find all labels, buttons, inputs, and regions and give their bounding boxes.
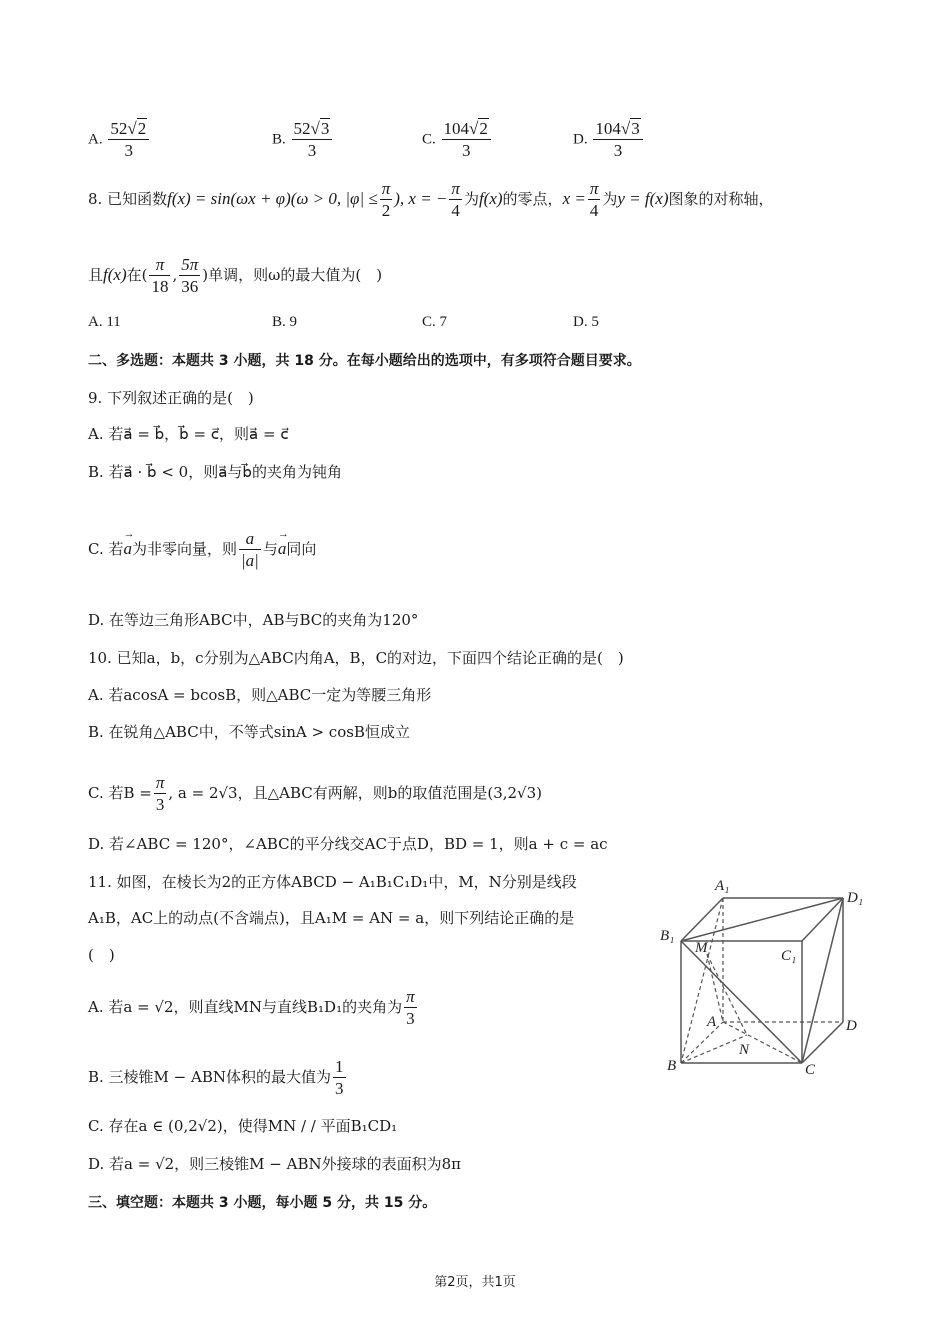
vector-a: → a (123, 540, 132, 557)
vertex-label: A (707, 1014, 717, 1030)
q9-option-a: A. 若a⃗ = b⃗，b⃗ = c⃗，则a⃗ = c⃗ (88, 425, 289, 443)
frac-den: 3 (124, 140, 134, 160)
vector-a: → a (278, 540, 287, 557)
q8-option-c: C. 7 (422, 314, 448, 330)
frac-den: 3 (155, 794, 165, 814)
vertex-label: B₁ (660, 928, 675, 944)
q11-option-d: D. 若a = √2，则三棱锥M − ABN外接球的表面积为8π (88, 1155, 462, 1173)
q9-option-d: D. 在等边三角形ABC中，AB与BC的夹角为120° (88, 611, 419, 629)
segment-bn (681, 1035, 747, 1063)
hidden-edge (681, 1022, 723, 1063)
q9-stem: 9. 下列叙述正确的是( ) (88, 389, 254, 407)
frac-num: 104 (595, 119, 621, 138)
q8-y-eq: y = f(x) (617, 188, 669, 208)
radicand: 2 (479, 119, 488, 138)
q8-text: 为 (602, 189, 618, 208)
frac-den: 18 (151, 276, 169, 296)
q8-line-2: 且f(x)在( $\frac{\pi}{18}$ , $\frac{5\pi}{36}$ )单调，则ω的最大值为( ) (88, 255, 383, 296)
q11-text: A. 若a = √2，则直线MN与直线B₁D₁的夹角为 (88, 997, 403, 1016)
option-label: D. (573, 131, 588, 148)
q9-text: 同向 (286, 539, 317, 558)
radicand: 3 (320, 119, 330, 138)
frac-den: 4 (589, 200, 599, 220)
q8-text: 的零点， (502, 189, 563, 208)
frac-num: π (406, 987, 415, 1006)
q11-option-a (88, 988, 419, 1028)
vertex-label: N (739, 1042, 750, 1058)
radicand: 2 (137, 119, 147, 138)
frac-den: 3 (613, 140, 623, 160)
q7-option-b: B. $\frac{52√3}{3}$ (272, 120, 334, 160)
frac-den: 2 (381, 200, 391, 220)
q9-option-c: C. 若→ a为非零向量，则 $\frac{a}{|a|}$ 与→ a同向 (88, 530, 316, 570)
q11-option-b (88, 1058, 348, 1098)
frac-den: 3 (406, 1008, 415, 1028)
q8-option-b: B. 9 (272, 314, 298, 330)
diagonal-d1c (802, 898, 843, 1063)
q8-text: 且 (88, 265, 104, 284)
frac-den: |a| (241, 550, 259, 570)
frac-num: a (239, 530, 261, 550)
option-label: B. (272, 131, 286, 148)
q8-option-d: D. 5 (573, 314, 599, 330)
q11-option-c: C. 存在a ∈ (0,2√2)，使得MN / / 平面B₁CD₁ (88, 1117, 398, 1135)
q11-text: B. 三棱锥M − ABN体积的最大值为 (88, 1067, 332, 1086)
q10-option-a: A. 若acosA = bcosB，则△ABC一定为等腰三角形 (88, 686, 432, 704)
q8-text: 为 (463, 189, 479, 208)
q9-option-b: B. 若a⃗ · b⃗ < 0，则a⃗与b⃗的夹角为钝角 (88, 463, 342, 481)
q8-axis-x: x = (562, 188, 586, 208)
q9-text: C. 若 (88, 539, 124, 558)
vertex-label: D₁ (847, 890, 864, 906)
frac-num: 1 (335, 1057, 344, 1076)
frac-den: 3 (307, 140, 317, 160)
q9-text: 为非零向量，则 (131, 539, 237, 558)
segment-ac (723, 1022, 802, 1063)
page-footer: 第2页，共1页 (434, 1275, 516, 1290)
vertex-label: C₁ (781, 948, 797, 964)
q10-stem: 10. 已知a，b，c分别为△ABC内角A，B，C的对边，下面四个结论正确的是( ) (88, 649, 624, 667)
section-heading-multiple-choice: 二、多选题：本题共 3 小题，共 18 分。在每小题给出的选项中，有多项符合题目要求。 (88, 353, 641, 369)
vertex-label: B (667, 1058, 677, 1074)
frac-num: π (451, 179, 460, 198)
vertex-label: D (846, 1018, 857, 1034)
q8-text: 图象的对称轴， (668, 189, 774, 208)
option-label: C. (422, 131, 436, 148)
segment-a1b (681, 898, 723, 1063)
cube-edge (802, 898, 843, 941)
frac-num: 52 (293, 119, 311, 138)
cube-edge (802, 1022, 843, 1063)
diagonal-b1d1 (681, 898, 843, 941)
segment-ma (707, 954, 723, 1022)
radicand: 3 (631, 119, 640, 138)
frac-den: 36 (181, 276, 199, 296)
q7-option-a: A. $\frac{52√2}{3}$ (88, 120, 151, 160)
vertex-label: C (805, 1062, 816, 1078)
option-label: A. (88, 131, 103, 148)
section-heading-fill-in: 三、填空题：本题共 3 小题，每小题 5 分，共 15 分。 (88, 1195, 437, 1211)
q10-option-b: B. 在锐角△ABC中，不等式sinA > cosB恒成立 (88, 723, 410, 741)
frac-num: π (381, 179, 391, 198)
frac-den: 3 (461, 140, 471, 160)
q8-fx: f(x) (478, 188, 503, 208)
frac-num: 52 (110, 119, 128, 138)
q10-option-c (88, 774, 542, 814)
q8-text: )单调，则ω的最大值为( ) (202, 265, 383, 284)
frac-den: 3 (335, 1078, 344, 1098)
q8-option-a: A. 11 (88, 314, 121, 330)
frac-den: 4 (451, 200, 460, 220)
frac-num: π (149, 256, 170, 276)
vertex-label: M (695, 940, 708, 956)
q8-intro: 8. 已知函数 (88, 189, 168, 208)
q11-stem-line-3: ( ) (88, 946, 115, 964)
cube-figure (655, 870, 870, 1080)
q8-line-1 (88, 180, 774, 220)
q8-fx: f(x) (103, 264, 127, 284)
q10-text: , a = 2√3，且△ABC有两解，则b的取值范围是(3,2√3) (168, 783, 543, 802)
q7-option-d: D. $\frac{104√3}{3}$ (573, 120, 645, 160)
q10-option-d: D. 若∠ABC = 120°，∠ABC的平分线交AC于点D，BD = 1，则a + c = ac (88, 835, 608, 853)
frac-num: 104 (443, 119, 470, 138)
q8-zero-x: ), x = − (394, 188, 448, 208)
q11-stem-line-2: A₁B，AC上的动点(不含端点)，且A₁M = AN = a，则下列结论正确的是 (88, 909, 575, 927)
frac-num: 5π (181, 255, 199, 274)
cube-edge (681, 898, 723, 941)
q10-text: C. 若B = (88, 783, 152, 802)
frac-num: π (589, 179, 599, 198)
q7-option-c: C. $\frac{104√2}{3}$ (422, 120, 493, 160)
q11-stem-line-1: 11. 如图，在棱长为2的正方体ABCD − A₁B₁C₁D₁中，M，N分别是线段 (88, 873, 577, 891)
frac-num: π (155, 773, 165, 792)
vertex-label: A₁ (715, 878, 730, 894)
q8-func-def: f(x) = sin(ωx + φ)(ω > 0, |φ| ≤ (167, 188, 378, 208)
q8-text: 在( (126, 265, 148, 284)
